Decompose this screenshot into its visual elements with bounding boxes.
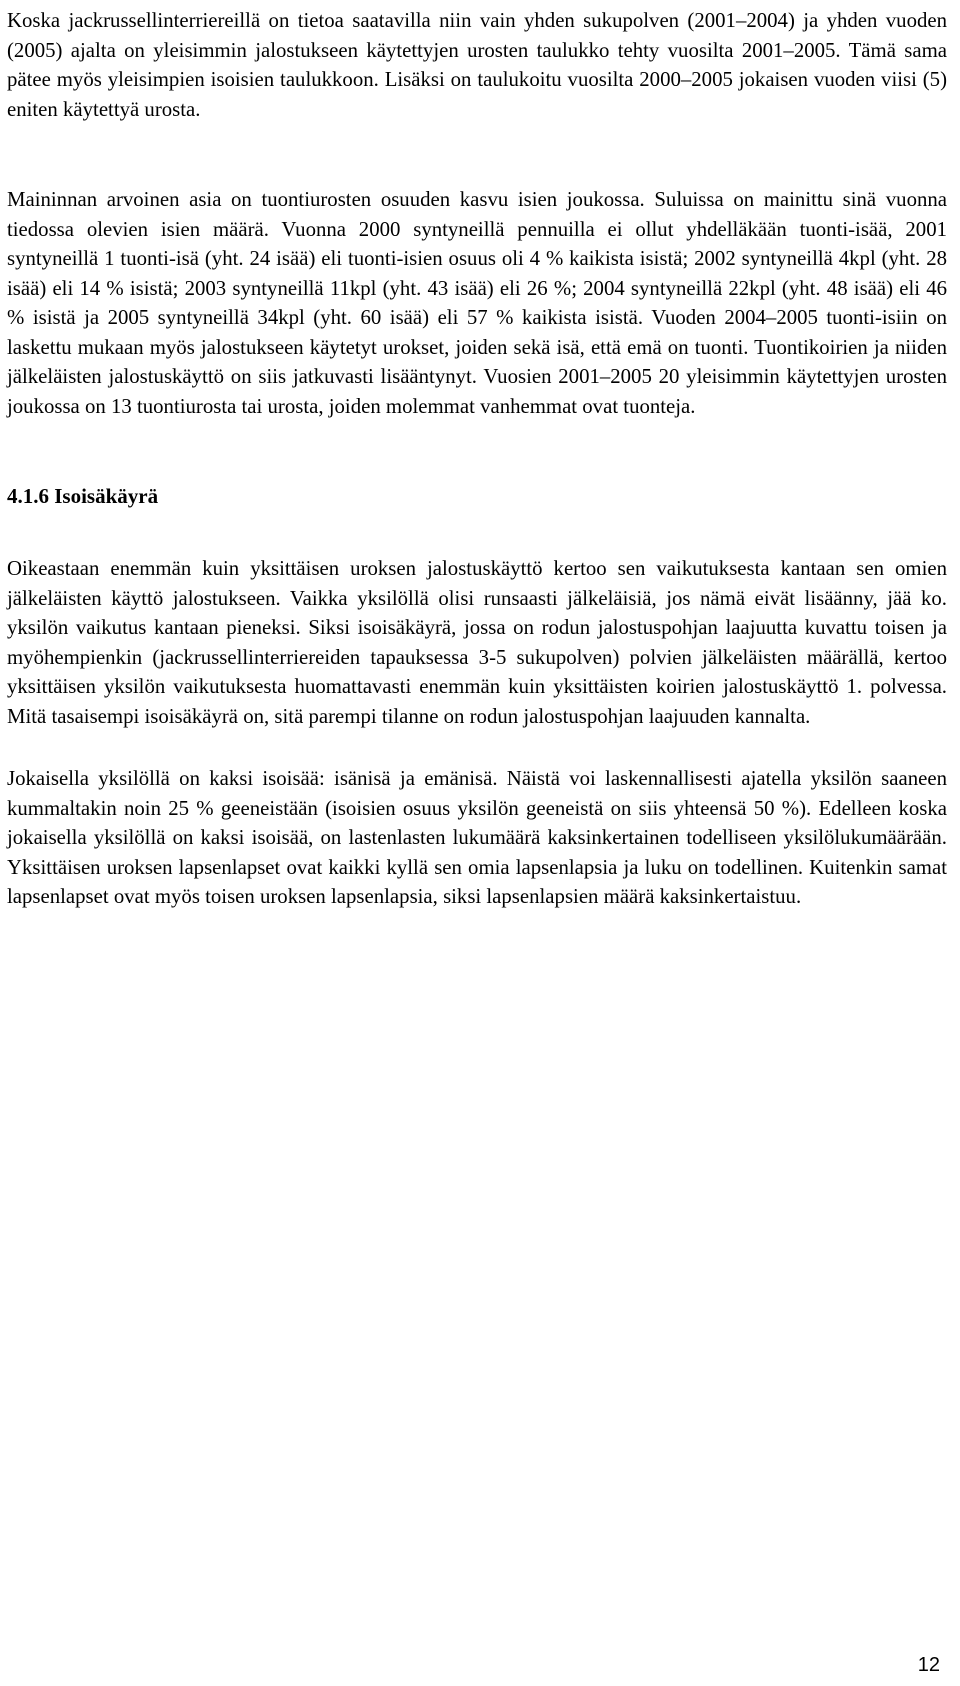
paragraph-grandsires: Jokaisella yksilöllä on kaksi isoisää: isänisä ja emänisä. Näistä voi laskennallisesti ajatella yksilön saaneen kummaltakin noin 25 % geeneistään (isoisien osuus yksilön geeneistä on siis yhteensä 50 %). Edelleen koska jokaisella yksilöllä on kaksi isoisää, on lastenlasten lukumäärä kaksinkertainen todelliseen yksilölukumäärään. Yksittäisen uroksen lapsenlapset ovat kaikki kyllä sen omia lapsenlapsia ja luku on todellinen. Kuitenkin samat lapsenlapset ovat myös toisen uroksen lapsenlapsia, siksi lapsenlapsien määrä kaksinkertaistuu. [7, 767, 947, 908]
paragraph-grandsire-curve: Oikeastaan enemmän kuin yksittäisen uroksen jalostuskäyttö kertoo sen vaikutuksesta kantaan sen omien jälkeläisten käyttö jalostukseen. Vaikka yksilöllä olisi runsaasti jälkeläisiä, jos nämä eivät lisäänny, jää ko. yksilön vaikutus kantaan pieneksi. Siksi isoisäkäyrä, jossa on rodun jalostuspohjan laajuutta kuvattu toisen ja myöhempienkin (jackrussellinterriereiden tapauksessa 3-5 sukupolven) polvien jälkeläisten määrällä, kertoo yksittäisen yksilön vaikutuksesta huomattavasti enemmän kuin yksittäisten koirien jalostuskäyttö 1. polvessa. Mitä tasaisempi isoisäkäyrä on, sitä parempi tilanne on rodun jalostuspohjan laajuuden kannalta. [7, 557, 947, 728]
spacer [7, 731, 947, 764]
spacer [7, 511, 947, 554]
section-heading: 4.1.6 Isoisäkäyrä [7, 484, 159, 508]
paragraph-import-sires: Maininnan arvoinen asia on tuontiurosten osuuden kasvu isien joukossa. Suluissa on mainittu sinä vuonna tiedossa olevien isien määrä. Vuonna 2000 syntyneillä pennuilla ei ollut yhdelläkään tuonti-isää, 2001 syntyneillä 1 tuonti-isä (yht. 24 isää) eli tuonti-isien osuus oli 4 % kaikista isistä; 2002 syntyneillä 4kpl (yht. 28 isää) eli 14 % isistä; 2003 syntyneillä 11kpl (yht. 43 isää) eli 26 %; 2004 syntyneillä 22kpl (yht. 48 isää) eli 46 % isistä ja 2005 syntyneillä 34kpl (yht. 60 isää) eli 57 % kaikista isistä. Vuoden 2004–2005 tuonti-isiin on laskettu mukaan myös jalostukseen käytetyt urokset, joiden sekä isä, että emä on tuonti. Tuontikoirien ja niiden jälkeläisten jalostuskäyttö on siis jatkuvasti lisääntynyt. Vuosien 2001–2005 20 yleisimmin käytettyjen urosten joukossa on 13 tuontiurosta tai urosta, joiden molemmat vanhemmat ovat tuonteja. [7, 188, 947, 418]
page-number: 12 [917, 1654, 940, 1676]
document-page [7, 6, 947, 912]
paragraph-intro: Koska jackrussellinterriereillä on tietoa saatavilla niin vain yhden sukupolven (2001–2004) ja yhden vuoden (2005) ajalta on yleisimmin jalostukseen käytettyjen urosten taulukko tehty vuosilta 2001–2005. Tämä sama pätee myös yleisimpien isoisien taulukkoon. Lisäksi on taulukoitu vuosilta 2000–2005 jokaisen vuoden viisi (5) eniten käytettyä urosta. [7, 9, 947, 121]
spacer [7, 421, 947, 482]
spacer [7, 124, 947, 185]
